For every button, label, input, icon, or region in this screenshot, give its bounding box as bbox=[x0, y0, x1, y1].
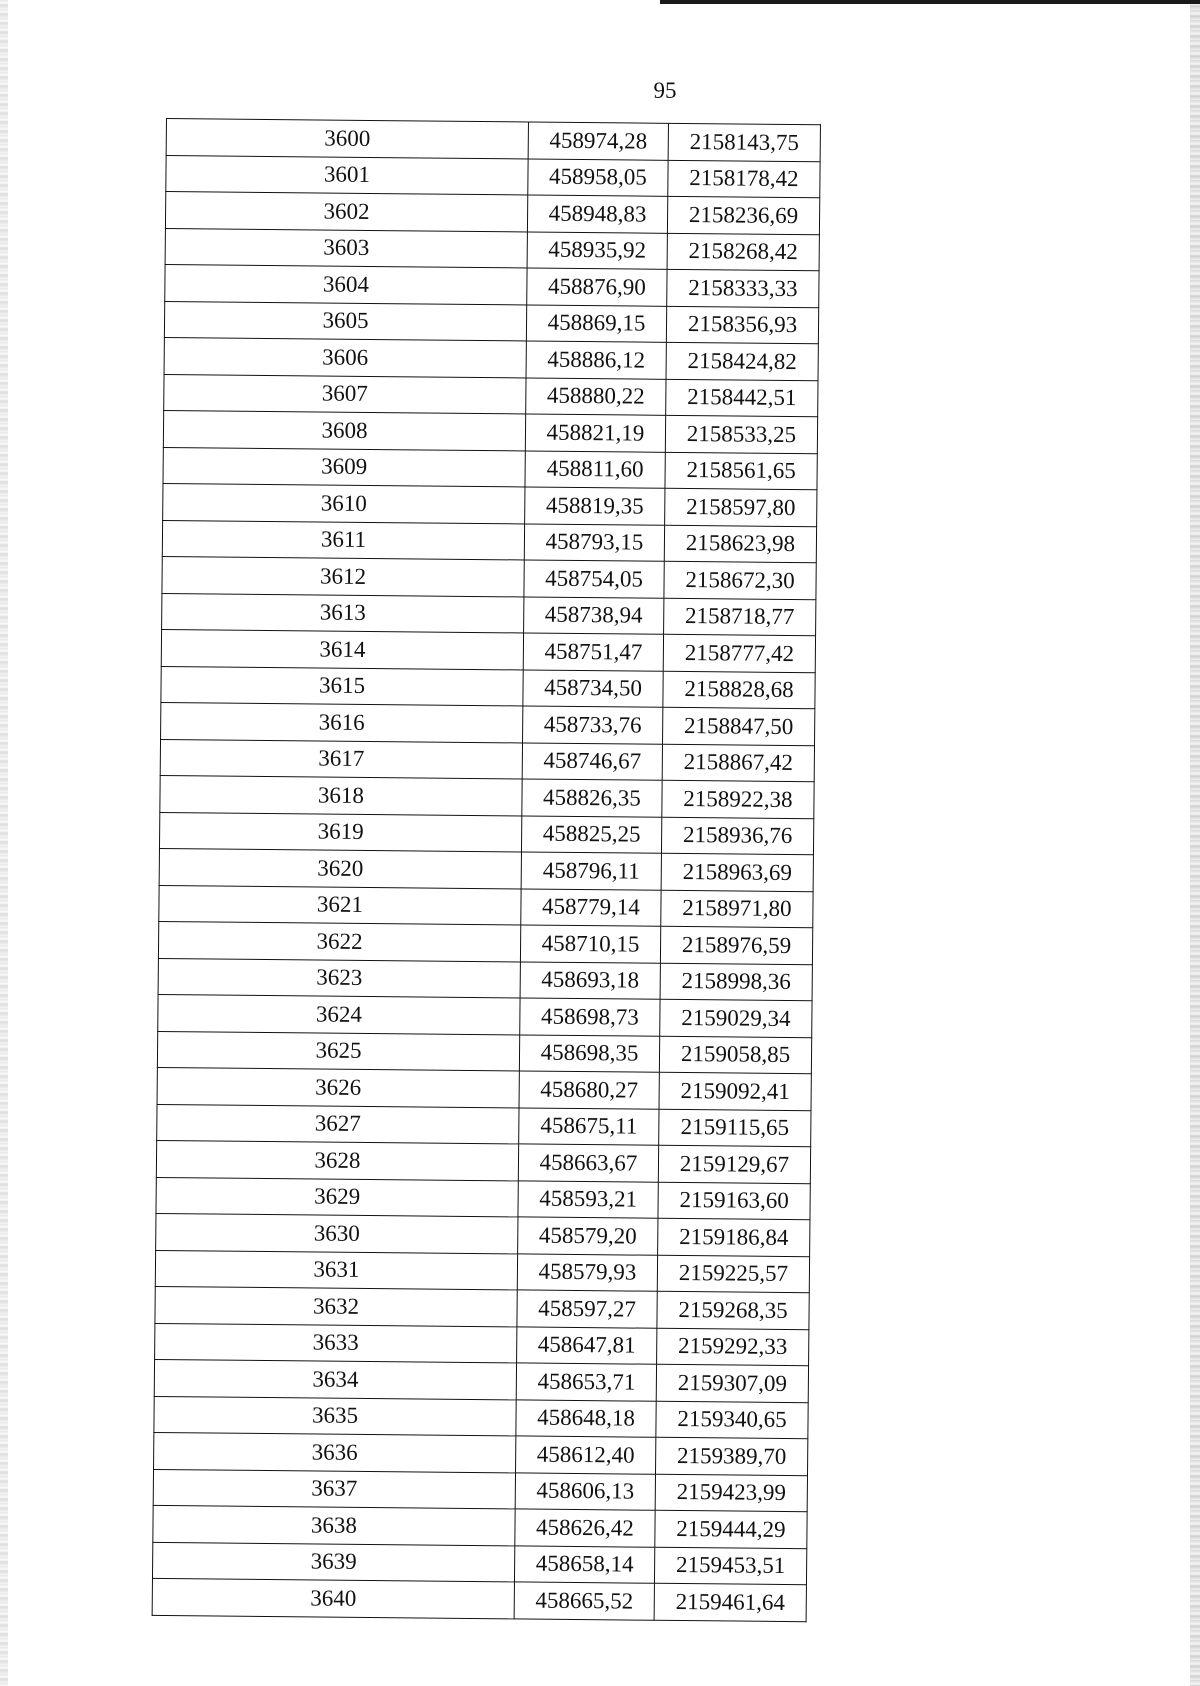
point-number-cell: 3622 bbox=[158, 921, 520, 961]
table-row bbox=[164, 301, 818, 344]
table-row bbox=[159, 885, 813, 928]
x-coordinate-cell: 458876,90 bbox=[527, 268, 667, 306]
point-number-cell: 3615 bbox=[161, 666, 523, 706]
point-number-cell: 3634 bbox=[154, 1359, 516, 1399]
y-coordinate-cell: 2158597,80 bbox=[665, 488, 817, 526]
y-coordinate-cell: 2158998,36 bbox=[660, 963, 812, 1001]
coordinates-table bbox=[152, 118, 821, 1622]
x-coordinate-cell: 458693,18 bbox=[520, 961, 660, 999]
point-number-cell: 3618 bbox=[160, 775, 522, 815]
point-number-cell: 3639 bbox=[152, 1542, 514, 1582]
x-coordinate-cell: 458821,19 bbox=[525, 414, 665, 452]
table-row bbox=[152, 1542, 806, 1585]
y-coordinate-cell: 2158356,93 bbox=[666, 306, 818, 344]
x-coordinate-cell: 458779,14 bbox=[521, 888, 661, 926]
point-number-cell: 3619 bbox=[159, 812, 521, 852]
point-number-cell: 3604 bbox=[165, 264, 527, 304]
x-coordinate-cell: 458663,67 bbox=[518, 1144, 658, 1182]
x-coordinate-cell: 458579,93 bbox=[517, 1253, 657, 1291]
table-row bbox=[155, 1286, 809, 1329]
y-coordinate-cell: 2158936,76 bbox=[661, 817, 813, 855]
point-number-cell: 3631 bbox=[155, 1250, 517, 1290]
point-number-cell: 3616 bbox=[161, 702, 523, 742]
x-coordinate-cell: 458826,35 bbox=[522, 779, 662, 817]
y-coordinate-cell: 2159307,09 bbox=[656, 1364, 808, 1402]
x-coordinate-cell: 458675,11 bbox=[519, 1107, 659, 1145]
y-coordinate-cell: 2158976,59 bbox=[660, 926, 812, 964]
point-number-cell: 3636 bbox=[154, 1432, 516, 1472]
x-coordinate-cell: 458751,47 bbox=[523, 633, 663, 671]
scan-top-border bbox=[660, 0, 1200, 4]
x-coordinate-cell: 458869,15 bbox=[526, 304, 666, 342]
y-coordinate-cell: 2158442,51 bbox=[666, 379, 818, 417]
table-row bbox=[160, 775, 814, 818]
x-coordinate-cell: 458734,50 bbox=[523, 669, 663, 707]
y-coordinate-cell: 2159092,41 bbox=[659, 1072, 811, 1110]
y-coordinate-cell: 2159163,60 bbox=[658, 1182, 810, 1220]
table-row bbox=[154, 1432, 808, 1475]
x-coordinate-cell: 458825,25 bbox=[521, 815, 661, 853]
table-row bbox=[164, 337, 818, 380]
y-coordinate-cell: 2158828,68 bbox=[663, 671, 815, 709]
y-coordinate-cell: 2159423,99 bbox=[655, 1474, 807, 1512]
point-number-cell: 3624 bbox=[158, 994, 520, 1034]
x-coordinate-cell: 458935,92 bbox=[527, 231, 667, 269]
x-coordinate-cell: 458680,27 bbox=[519, 1071, 659, 1109]
point-number-cell: 3629 bbox=[156, 1177, 518, 1217]
y-coordinate-cell: 2158963,69 bbox=[661, 853, 813, 891]
x-coordinate-cell: 458886,12 bbox=[526, 341, 666, 379]
point-number-cell: 3600 bbox=[166, 119, 528, 159]
x-coordinate-cell: 458698,73 bbox=[520, 998, 660, 1036]
y-coordinate-cell: 2158867,42 bbox=[662, 744, 814, 782]
table-row bbox=[165, 264, 819, 307]
x-coordinate-cell: 458746,67 bbox=[522, 742, 662, 780]
y-coordinate-cell: 2159461,64 bbox=[654, 1583, 806, 1621]
x-coordinate-cell: 458626,42 bbox=[515, 1509, 655, 1547]
x-coordinate-cell: 458593,21 bbox=[518, 1180, 658, 1218]
y-coordinate-cell: 2158561,65 bbox=[665, 452, 817, 490]
x-coordinate-cell: 458597,27 bbox=[517, 1290, 657, 1328]
table-row bbox=[162, 556, 816, 599]
point-number-cell: 3620 bbox=[159, 848, 521, 888]
y-coordinate-cell: 2159453,51 bbox=[654, 1547, 806, 1585]
table-row bbox=[162, 520, 816, 563]
table-row bbox=[159, 812, 813, 855]
x-coordinate-cell: 458793,15 bbox=[524, 523, 664, 561]
table-row bbox=[158, 994, 812, 1037]
table-row bbox=[166, 119, 820, 162]
table-row bbox=[156, 1140, 810, 1183]
y-coordinate-cell: 2158143,75 bbox=[668, 123, 820, 161]
point-number-cell: 3635 bbox=[154, 1396, 516, 1436]
y-coordinate-cell: 2159268,35 bbox=[657, 1291, 809, 1329]
table-row bbox=[159, 848, 813, 891]
y-coordinate-cell: 2158971,80 bbox=[661, 890, 813, 928]
x-coordinate-cell: 458648,18 bbox=[516, 1399, 656, 1437]
y-coordinate-cell: 2159292,33 bbox=[657, 1328, 809, 1366]
x-coordinate-cell: 458754,05 bbox=[524, 560, 664, 598]
table-row bbox=[154, 1359, 808, 1402]
x-coordinate-cell: 458606,13 bbox=[515, 1472, 655, 1510]
x-coordinate-cell: 458579,20 bbox=[518, 1217, 658, 1255]
x-coordinate-cell: 458647,81 bbox=[517, 1326, 657, 1364]
table-row bbox=[152, 1578, 806, 1621]
y-coordinate-cell: 2158672,30 bbox=[664, 561, 816, 599]
scan-edge-right bbox=[1190, 0, 1200, 1686]
point-number-cell: 3605 bbox=[164, 301, 526, 341]
table-row bbox=[156, 1213, 810, 1256]
table-row bbox=[163, 483, 817, 526]
point-number-cell: 3610 bbox=[163, 483, 525, 523]
point-number-cell: 3626 bbox=[157, 1067, 519, 1107]
y-coordinate-cell: 2158777,42 bbox=[663, 634, 815, 672]
y-coordinate-cell: 2159058,85 bbox=[659, 1036, 811, 1074]
y-coordinate-cell: 2158424,82 bbox=[666, 342, 818, 380]
x-coordinate-cell: 458665,52 bbox=[514, 1582, 654, 1620]
point-number-cell: 3617 bbox=[160, 739, 522, 779]
point-number-cell: 3603 bbox=[165, 228, 527, 268]
point-number-cell: 3609 bbox=[163, 447, 525, 487]
table-row bbox=[160, 739, 814, 782]
table-row bbox=[157, 1031, 811, 1074]
table-row bbox=[161, 666, 815, 709]
point-number-cell: 3608 bbox=[163, 410, 525, 450]
point-number-cell: 3640 bbox=[152, 1578, 514, 1618]
y-coordinate-cell: 2159225,57 bbox=[657, 1255, 809, 1293]
y-coordinate-cell: 2158533,25 bbox=[665, 415, 817, 453]
point-number-cell: 3632 bbox=[155, 1286, 517, 1326]
point-number-cell: 3612 bbox=[162, 556, 524, 596]
point-number-cell: 3637 bbox=[153, 1469, 515, 1509]
x-coordinate-cell: 458796,11 bbox=[521, 852, 661, 890]
point-number-cell: 3638 bbox=[153, 1505, 515, 1545]
point-number-cell: 3601 bbox=[166, 155, 528, 195]
y-coordinate-cell: 2159186,84 bbox=[658, 1218, 810, 1256]
table-row bbox=[157, 1067, 811, 1110]
x-coordinate-cell: 458819,35 bbox=[525, 487, 665, 525]
y-coordinate-cell: 2158236,69 bbox=[667, 196, 819, 234]
table-row bbox=[161, 702, 815, 745]
table-row bbox=[158, 958, 812, 1001]
y-coordinate-cell: 2159444,29 bbox=[655, 1510, 807, 1548]
x-coordinate-cell: 458738,94 bbox=[524, 596, 664, 634]
table-row bbox=[156, 1177, 810, 1220]
table-row bbox=[157, 1104, 811, 1147]
y-coordinate-cell: 2158718,77 bbox=[664, 598, 816, 636]
y-coordinate-cell: 2159340,65 bbox=[656, 1401, 808, 1439]
y-coordinate-cell: 2158333,33 bbox=[667, 269, 819, 307]
point-number-cell: 3614 bbox=[161, 629, 523, 669]
y-coordinate-cell: 2159029,34 bbox=[660, 999, 812, 1037]
point-number-cell: 3633 bbox=[155, 1323, 517, 1363]
table-row bbox=[158, 921, 812, 964]
table-row bbox=[165, 192, 819, 235]
table-row bbox=[154, 1396, 808, 1439]
table-row bbox=[166, 155, 820, 198]
page-number: 95 bbox=[653, 78, 677, 103]
x-coordinate-cell: 458948,83 bbox=[527, 195, 667, 233]
x-coordinate-cell: 458653,71 bbox=[516, 1363, 656, 1401]
x-coordinate-cell: 458958,05 bbox=[528, 158, 668, 196]
y-coordinate-cell: 2159115,65 bbox=[659, 1109, 811, 1147]
point-number-cell: 3607 bbox=[164, 374, 526, 414]
point-number-cell: 3625 bbox=[157, 1031, 519, 1071]
x-coordinate-cell: 458733,76 bbox=[523, 706, 663, 744]
scan-edge-left bbox=[0, 0, 8, 1686]
table-row bbox=[153, 1505, 807, 1548]
coordinates-table-container bbox=[152, 118, 820, 1622]
point-number-cell: 3628 bbox=[156, 1140, 518, 1180]
point-number-cell: 3606 bbox=[164, 337, 526, 377]
y-coordinate-cell: 2158623,98 bbox=[664, 525, 816, 563]
x-coordinate-cell: 458880,22 bbox=[526, 377, 666, 415]
point-number-cell: 3611 bbox=[162, 520, 524, 560]
coordinates-table-body bbox=[152, 119, 820, 1622]
x-coordinate-cell: 458710,15 bbox=[520, 925, 660, 963]
point-number-cell: 3623 bbox=[158, 958, 520, 998]
y-coordinate-cell: 2158268,42 bbox=[667, 233, 819, 271]
x-coordinate-cell: 458974,28 bbox=[528, 122, 668, 160]
point-number-cell: 3627 bbox=[157, 1104, 519, 1144]
point-number-cell: 3613 bbox=[162, 593, 524, 633]
y-coordinate-cell: 2158922,38 bbox=[662, 780, 814, 818]
y-coordinate-cell: 2159129,67 bbox=[658, 1145, 810, 1183]
table-row bbox=[165, 228, 819, 271]
point-number-cell: 3630 bbox=[156, 1213, 518, 1253]
y-coordinate-cell: 2159389,70 bbox=[656, 1437, 808, 1475]
x-coordinate-cell: 458658,14 bbox=[514, 1545, 654, 1583]
table-row bbox=[153, 1469, 807, 1512]
table-row bbox=[155, 1250, 809, 1293]
x-coordinate-cell: 458612,40 bbox=[516, 1436, 656, 1474]
y-coordinate-cell: 2158847,50 bbox=[663, 707, 815, 745]
point-number-cell: 3602 bbox=[165, 192, 527, 232]
table-row bbox=[164, 374, 818, 417]
table-row bbox=[161, 629, 815, 672]
table-row bbox=[163, 410, 817, 453]
point-number-cell: 3621 bbox=[159, 885, 521, 925]
x-coordinate-cell: 458698,35 bbox=[519, 1034, 659, 1072]
y-coordinate-cell: 2158178,42 bbox=[668, 160, 820, 198]
table-row bbox=[163, 447, 817, 490]
table-row bbox=[162, 593, 816, 636]
table-row bbox=[155, 1323, 809, 1366]
x-coordinate-cell: 458811,60 bbox=[525, 450, 665, 488]
